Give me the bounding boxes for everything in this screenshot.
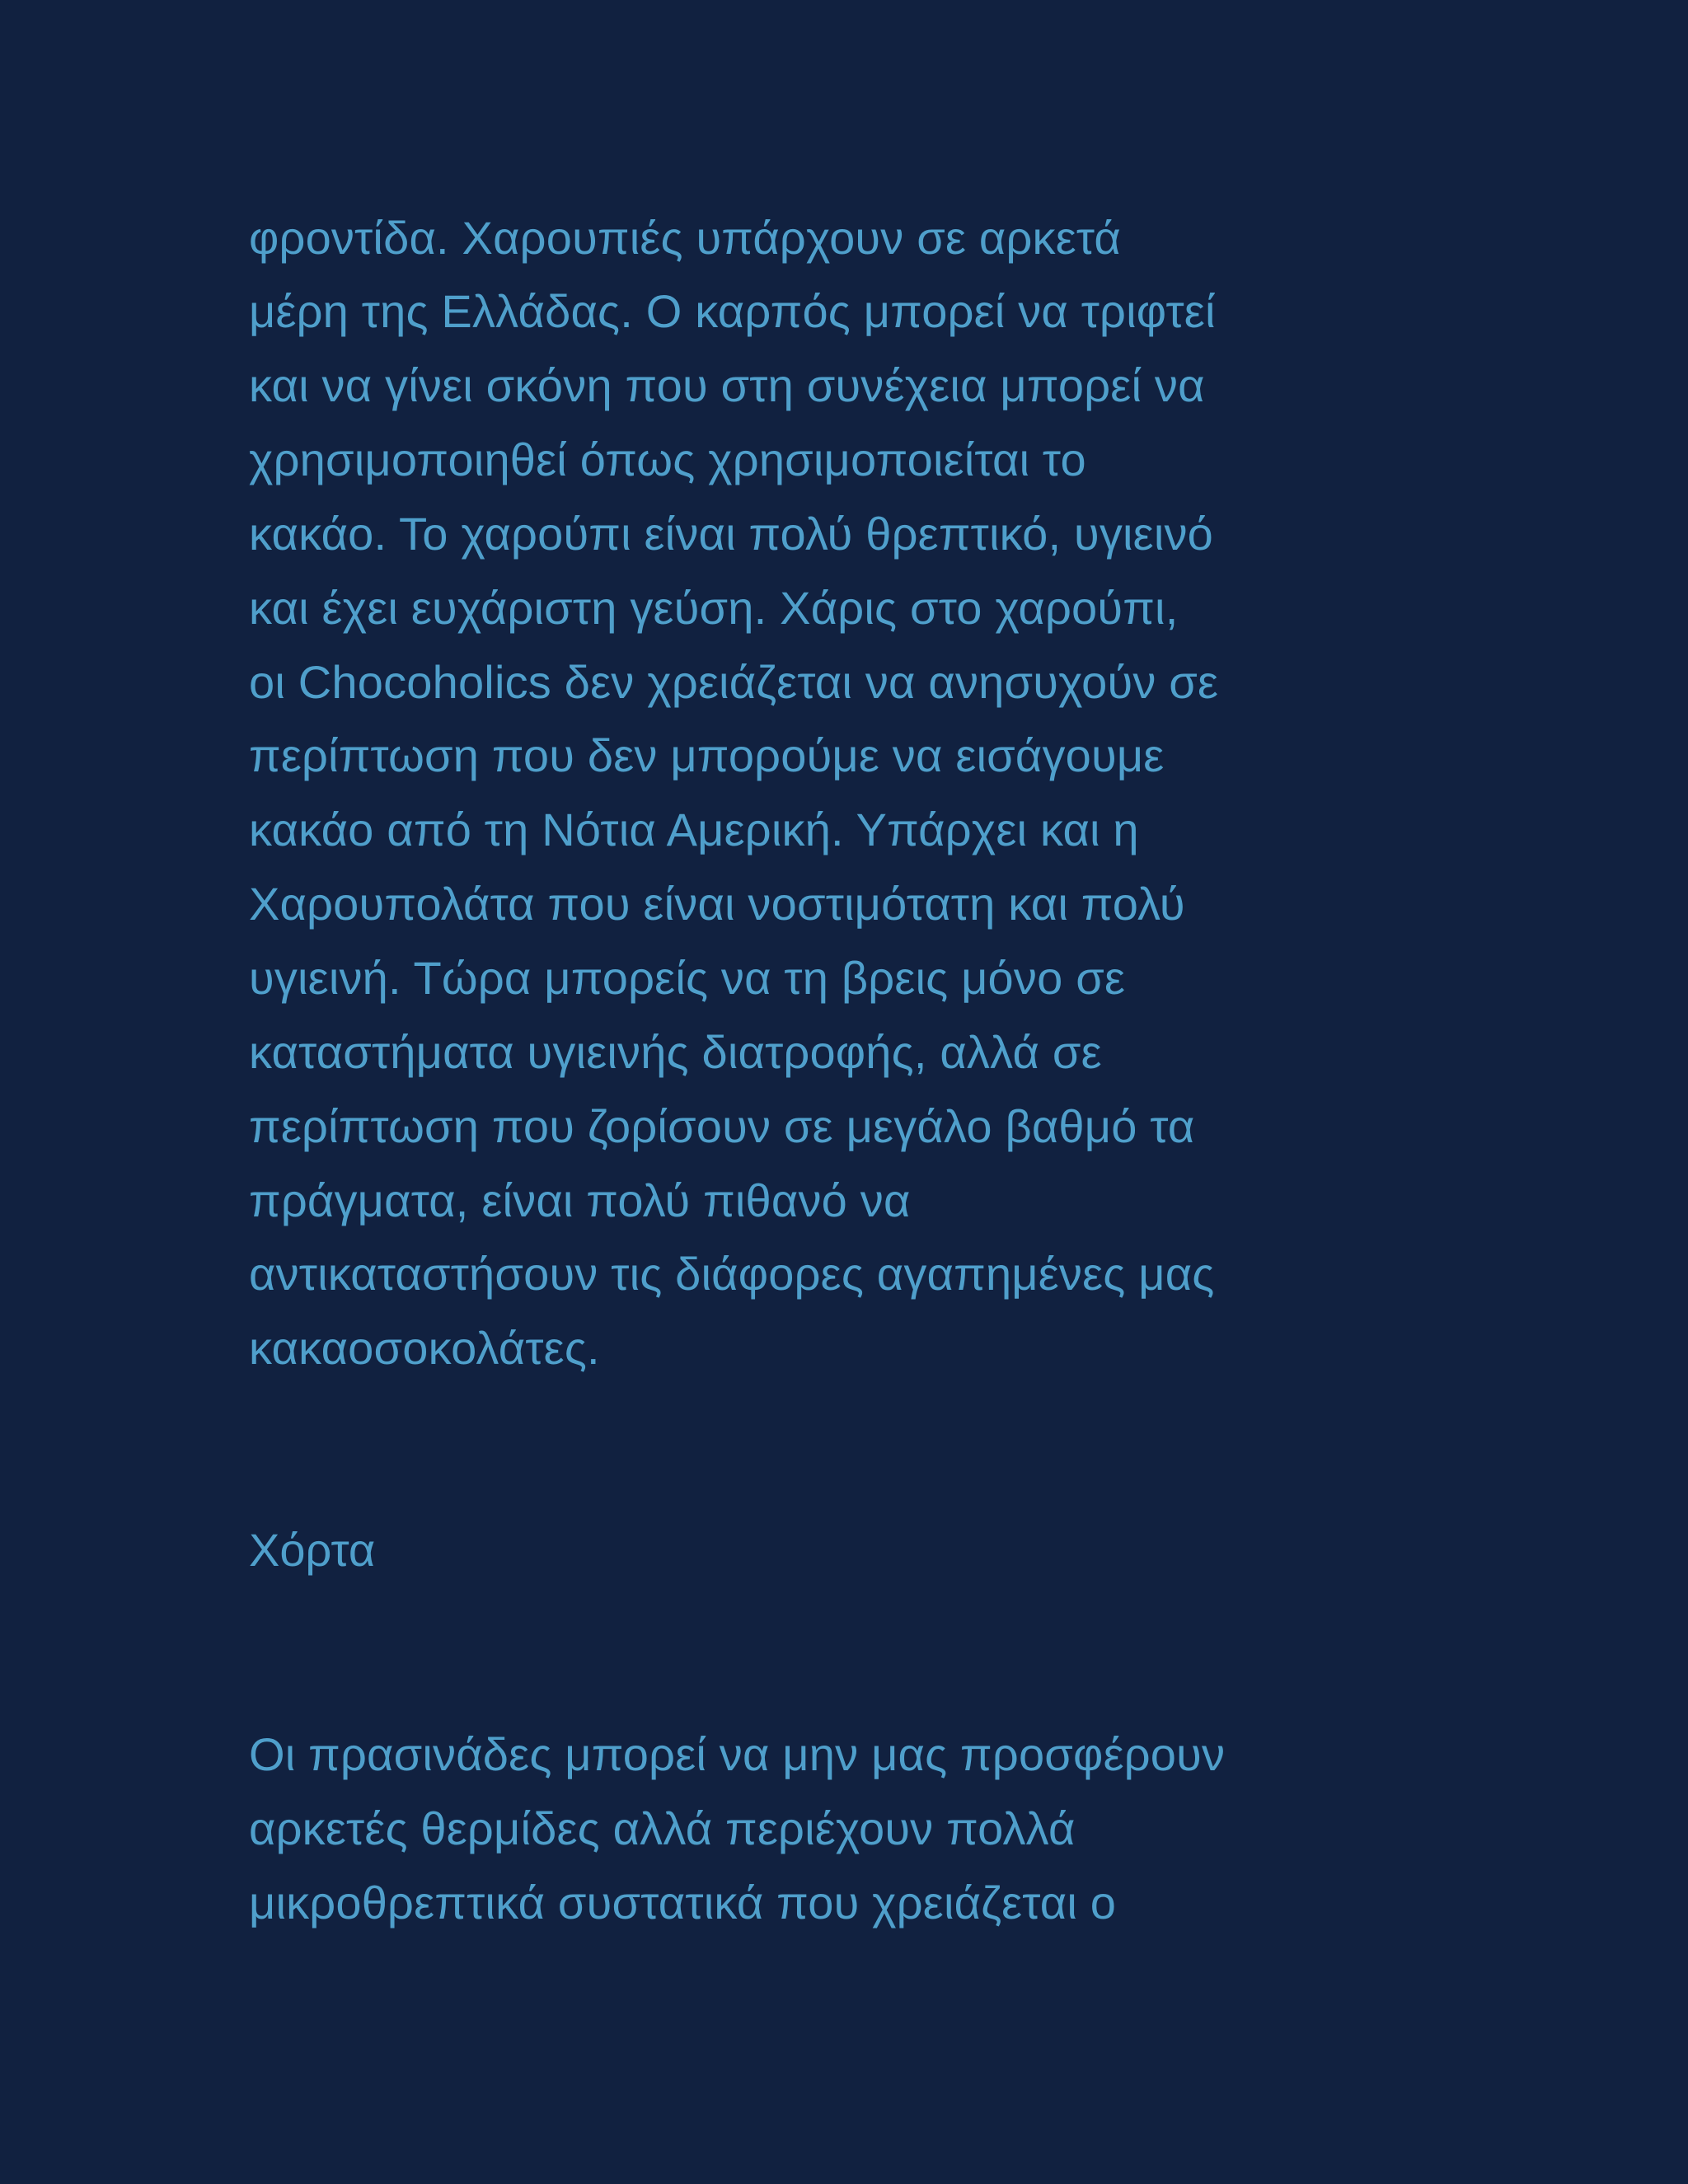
paragraph-1-line-7: οι Chocoholics δεν χρειάζεται να ανησυχούν σε bbox=[249, 656, 1219, 708]
paragraph-1-line-12: καταστήματα υγιεινής διατροφής, αλλά σε bbox=[249, 1026, 1102, 1078]
paragraph-1-line-2: μέρη της Ελλάδας. Ο καρπός μπορεί να τριφτεί bbox=[249, 285, 1216, 337]
paragraph-1-line-10: Χαρουπολάτα που είναι νοστιμότατη και πολύ bbox=[249, 878, 1185, 930]
paragraph-1-line-14: πράγματα, είναι πολύ πιθανό να bbox=[249, 1174, 911, 1226]
paragraph-1-line-13: περίπτωση που ζορίσουν σε μεγάλο βαθμό τα bbox=[249, 1100, 1195, 1152]
paragraph-1-line-9: κακάο από τη Νότια Αμερική. Υπάρχει και η bbox=[249, 804, 1139, 855]
section-heading: Χόρτα bbox=[249, 1524, 376, 1576]
paragraph-1-line-8: περίπτωση που δεν μπορούμε να εισάγουμε bbox=[249, 729, 1165, 781]
paragraph-1-line-15: αντικαταστήσουν τις διάφορες αγαπημένες μας bbox=[249, 1248, 1215, 1300]
paragraph-1-line-5: κακάο. Το χαρούπι είναι πολύ θρεπτικό, υγιεινό bbox=[249, 508, 1214, 560]
paragraph-2-line-3: μικροθρεπτικά συστατικά που χρειάζεται ο bbox=[249, 1877, 1117, 1929]
paragraph-2-line-2: αρκετές θερμίδες αλλά περιέχουν πολλά bbox=[249, 1802, 1076, 1854]
paragraph-1-line-6: και έχει ευχάριστη γεύση. Χάρις στο χαρούπι, bbox=[249, 582, 1179, 634]
paragraph-1-line-1: φροντίδα. Χαρουπιές υπάρχουν σε αρκετά bbox=[249, 212, 1121, 264]
paragraph-1-line-11: υγιεινή. Τώρα μπορείς να τη βρεις μόνο σε bbox=[249, 952, 1126, 1004]
paragraph-1-line-4: χρησιμοποιηθεί όπως χρησιμοποιείται το bbox=[249, 434, 1086, 485]
paragraph-1-line-16: κακαοσοκολάτες. bbox=[249, 1322, 600, 1374]
paragraph-2-line-1: Οι πρασινάδες μπορεί να μην μας προσφέρουν bbox=[249, 1728, 1226, 1780]
paragraph-1-line-3: και να γίνει σκόνη που στη συνέχεια μπορεί να bbox=[249, 359, 1205, 411]
